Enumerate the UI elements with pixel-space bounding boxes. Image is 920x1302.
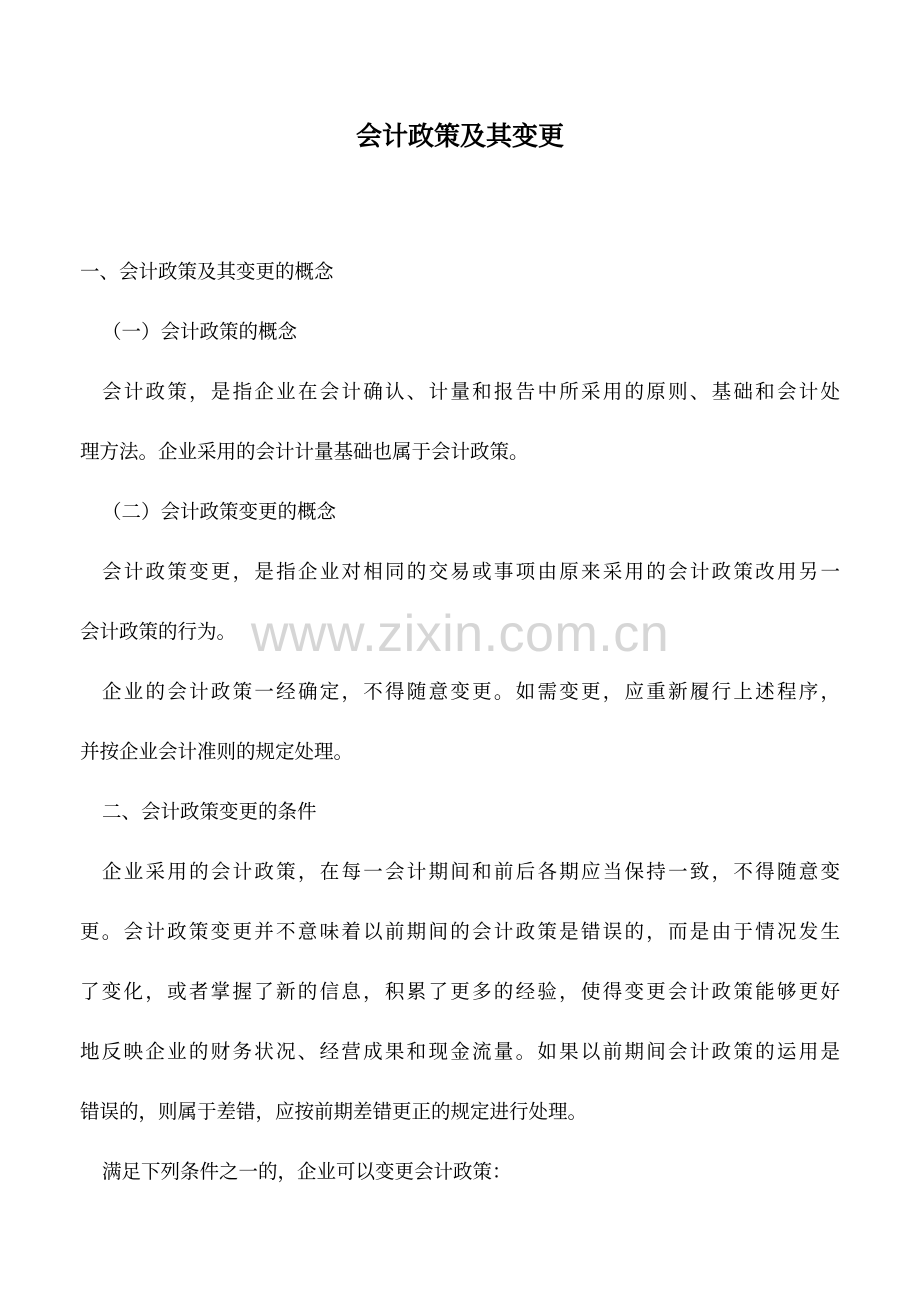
paragraph-line: 满足下列条件之一的，企业可以变更会计政策： <box>102 1160 512 1183</box>
paragraph-line: 企业采用的会计政策，在每一会计期间和前后各期应当保持一致，不得随意变 <box>102 860 840 883</box>
paragraph-line: 企业的会计政策一经确定，不得随意变更。如需变更，应重新履行上述程序， <box>102 680 840 703</box>
subsection-heading-2: （二）会计政策变更的概念 <box>102 500 337 523</box>
paragraph-line: 地反映企业的财务状况、经营成果和现金流量。如果以前期间会计政策的运用是 <box>80 1040 840 1063</box>
paragraph-line: 会计政策的行为。 <box>80 620 237 643</box>
section-heading-1: 一、会计政策及其变更的概念 <box>80 260 334 283</box>
paragraph-line: 了变化，或者掌握了新的信息，积累了更多的经验，使得变更会计政策能够更好 <box>80 980 840 1003</box>
paragraph-line: 会计政策，是指企业在会计确认、计量和报告中所采用的原则、基础和会计处 <box>102 380 840 403</box>
paragraph-line: 错误的，则属于差错，应按前期差错更正的规定进行处理。 <box>80 1100 588 1123</box>
paragraph-line: 并按企业会计准则的规定处理。 <box>80 740 354 763</box>
subsection-heading-1: （一）会计政策的概念 <box>102 320 298 343</box>
paragraph-line: 更。会计政策变更并不意味着以前期间的会计政策是错误的，而是由于情况发生 <box>80 920 840 943</box>
section-heading-2: 二、会计政策变更的条件 <box>102 800 317 823</box>
document-title: 会计政策及其变更 <box>355 122 564 152</box>
paragraph-line: 会计政策变更，是指企业对相同的交易或事项由原来采用的会计政策改用另一 <box>102 560 840 583</box>
paragraph-line: 理方法。企业采用的会计计量基础也属于会计政策。 <box>80 440 529 463</box>
watermark: www.zixin.com.cn <box>250 605 670 663</box>
